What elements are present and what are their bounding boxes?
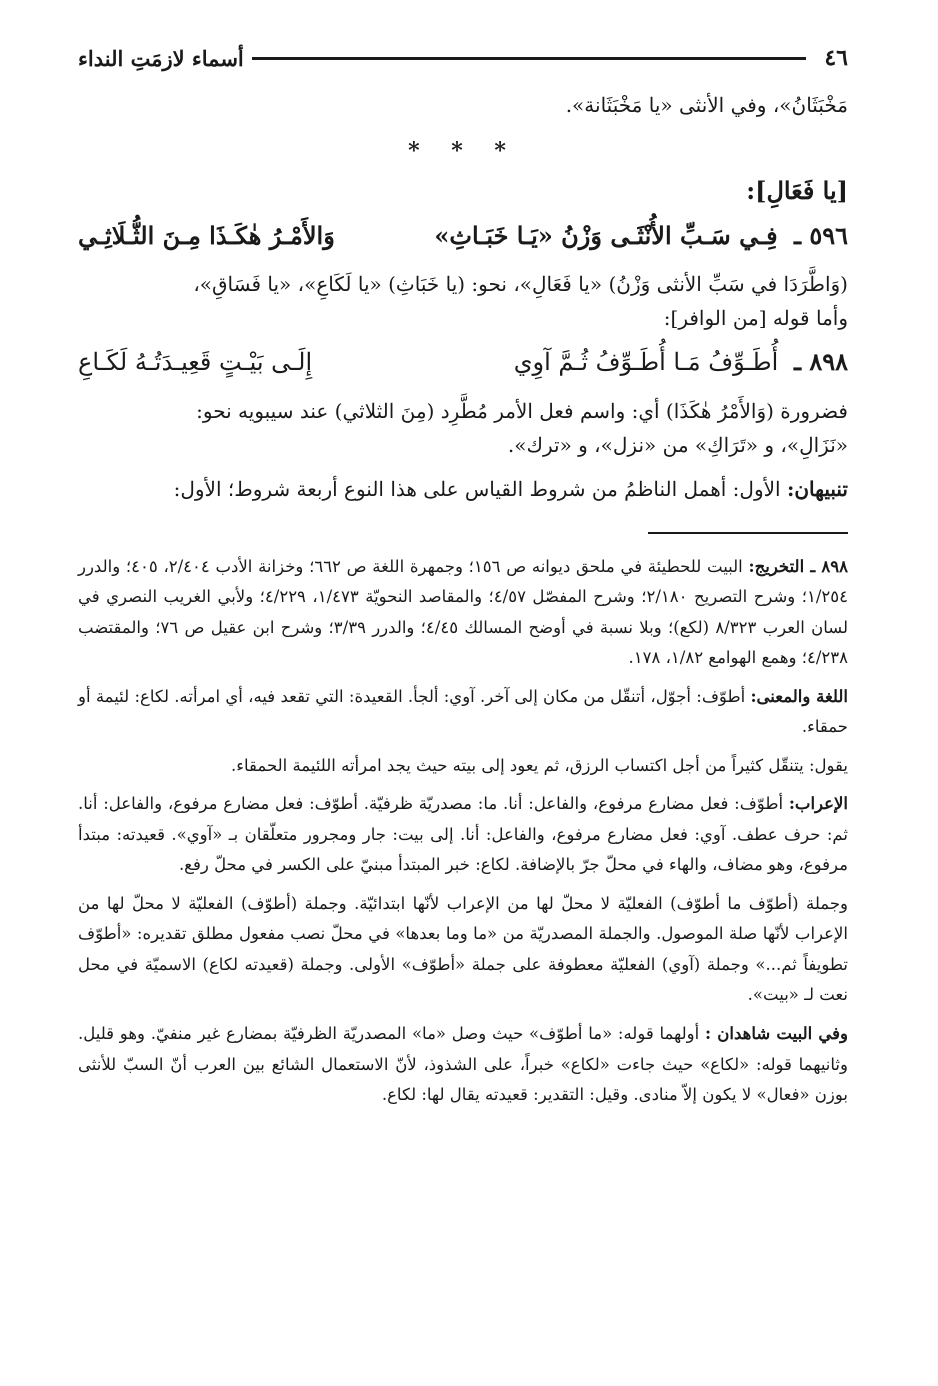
book-page: [78, 38, 848, 1119]
running-title: أسماء لازمَتِ النداء: [78, 45, 244, 71]
verse-898: [78, 343, 848, 381]
paragraph-line: فضرورة (وَالأَمْرُ هٰكَذَا) أي: واسم فعل الأمر مُطَّرِد (مِنَ الثلاثي) عند سيبويه نحو:: [196, 398, 848, 423]
verse-number: ٨٩٨ ـ: [793, 347, 848, 377]
section-heading: [يا فَعَالِ]:: [746, 176, 848, 205]
verse-596: [78, 217, 848, 255]
footnote-text: أولهما قوله: «ما أطوّف» حيث وصل «ما» المصدريّة الظرفيّة بمضارع غير منفيّ. وهو قليل. وثانيهما قوله: «لكاع» حيث جاءت «لكاع» خبراً، على الشذوذ، لأنّ الاستعمال الشائع بين العرب أنّ السبّ للأنثى بوزن «فعال» لا يكون إلاّ منادى. وقيل: التقدير: قعيدته يقال لها: لكاع.: [78, 1024, 848, 1105]
footnote-label: وفي البيت شاهدان :: [704, 1024, 849, 1043]
page-header: [78, 38, 848, 78]
verse-596-second: وَالأَمْـرُ هٰكَـذَا مِـنَ الثُّـلَاثِـي: [78, 221, 335, 250]
footnote-irab: [78, 789, 848, 881]
footnote-text: أطوّف: أجوّل، أتنقّل من مكان إلى آخر. آوي: ألجأ. القعيدة: التي تقعد فيه، أي امرأته. لكاع: لئيمة أو حمقاء.: [78, 686, 848, 737]
verse-898-second: إِلَـى بَيْـتٍ قَعِيـدَتُـهُ لَكَـاعِ: [78, 348, 313, 377]
notice-line: [78, 472, 848, 506]
footnote-text: البيت للحطيئة في ملحق ديوانه ص ١٥٦؛ وجمهرة اللغة ص ٦٦٢؛ وخزانة الأدب ٢/٤٠٤، ٤٠٥؛ والدرر ١/٢٥٤؛ وشرح التصريح ٢/١٨٠؛ وشرح المفصّل ٤/٥٧؛ والمقاصد النحويّة ١/٤٧٣، ٤/٢٢٩؛ ولأبي الغريب النصري في لسان العرب ٨/٣٢٣ (لكع)؛ وبلا نسبة في أوضح المسالك ٤/٤٥؛ والدرر ٣/٣٩؛ وشرح ابن عقيل ص ٧٦؛ والمقتضب ٤/٢٣٨؛ وهمع الهوامع ١/٨٢، ١٧٨.: [78, 556, 848, 668]
footnote-rule: [648, 532, 848, 534]
verse-898-first: [514, 343, 848, 381]
footnote-jumla: وجملة (أطوّف ما أطوّف) الفعليّة لا محلّ لها من الإعراب لأنّها ابتدائيّة. وجملة (أطوّف) الفعليّة لا محلّ لها من الإعراب لأنّها صلة الموصول. والجملة المصدريّة من «ما وما بعدها» في محلّ نصب مفعول مطلق تقديره: «أطوّف تطويفاً ثم...» وجملة (آوي) الفعليّة معطوفة على جملة «أطوّف» الأولى. وجملة (قعيدته لكاع) الاسميّة في محل نعت لـ «بيت».: [78, 893, 848, 1005]
verse-first-hemistich: أُطَـوِّفُ مَـا أُطَـوِّفُ ثُـمَّ آوِي: [513, 348, 779, 377]
explanation-line: (وَاطَّرَدَا في سَبِّ الأنثى وَزْنُ) «يا فَعَالِ»، نحو: (يا خَبَاثِ) «يا لَكَاعِ»، «يا فَسَاقِ»،: [193, 272, 848, 297]
page-number: ٤٦: [824, 45, 848, 71]
footnote-text: أطوّف: فعل مضارع مرفوع، والفاعل: أنا. ما: مصدريّة ظرفيّة. أطوّف: فعل مضارع مرفوع، والفاعل: أنا. ثم: حرف عطف. آوي: فعل مضارع مرفوع، والفاعل: أنا. إلى بيت: جار ومجرور متعلّقان بـ «آوي». قعيدته: مبتدأ مرفوع، وهو مضاف، والهاء في محلّ جرّ بالإضافة. لكاع: خبر المبتدأ مبنيّ على الكسر في محلّ رفع.: [78, 794, 848, 875]
footnote-label: ٨٩٨ ـ التخريج:: [748, 556, 849, 576]
section-separator: * * *: [408, 138, 518, 164]
footnote-lugha: [78, 682, 848, 743]
verse-number: ٥٩٦ ـ: [793, 221, 848, 250]
notice-text: الأول: أهمل الناظمُ من شروط القياس على هذا النوع أربعة شروط؛ الأول:: [173, 476, 781, 501]
footnote-shahid: [78, 1019, 848, 1111]
footnote-label: الإعراب:: [788, 794, 848, 814]
explanation-line: وأما قوله [من الوافر]:: [663, 306, 848, 331]
notice-label: تنبيهان:: [786, 476, 848, 501]
verse-first-hemistich: فِـي سَـبِّ الأُنْثَـى وَزْنُ «يَـا خَبَـاثِ»: [434, 221, 778, 250]
footnote-takhrij: [78, 552, 848, 674]
footnote-label: اللغة والمعنى:: [750, 686, 849, 706]
continuation-line: مَخْبَثَانُ»، وفي الأنثى «يا مَخْبَثَانة».: [565, 93, 848, 117]
footnote-yaqul: يقول: يتنقّل كثيراً من أجل اكتساب الرزق، ثم يعود إلى بيته حيث يجد امرأته اللئيمة الحمقاء.: [231, 755, 848, 775]
paragraph-line: «نَزَالِ»، و «تَرَاكِ» من «نزل»، و «ترك».: [507, 432, 848, 457]
verse-596-first: [434, 217, 848, 255]
header-rule: [252, 57, 807, 60]
